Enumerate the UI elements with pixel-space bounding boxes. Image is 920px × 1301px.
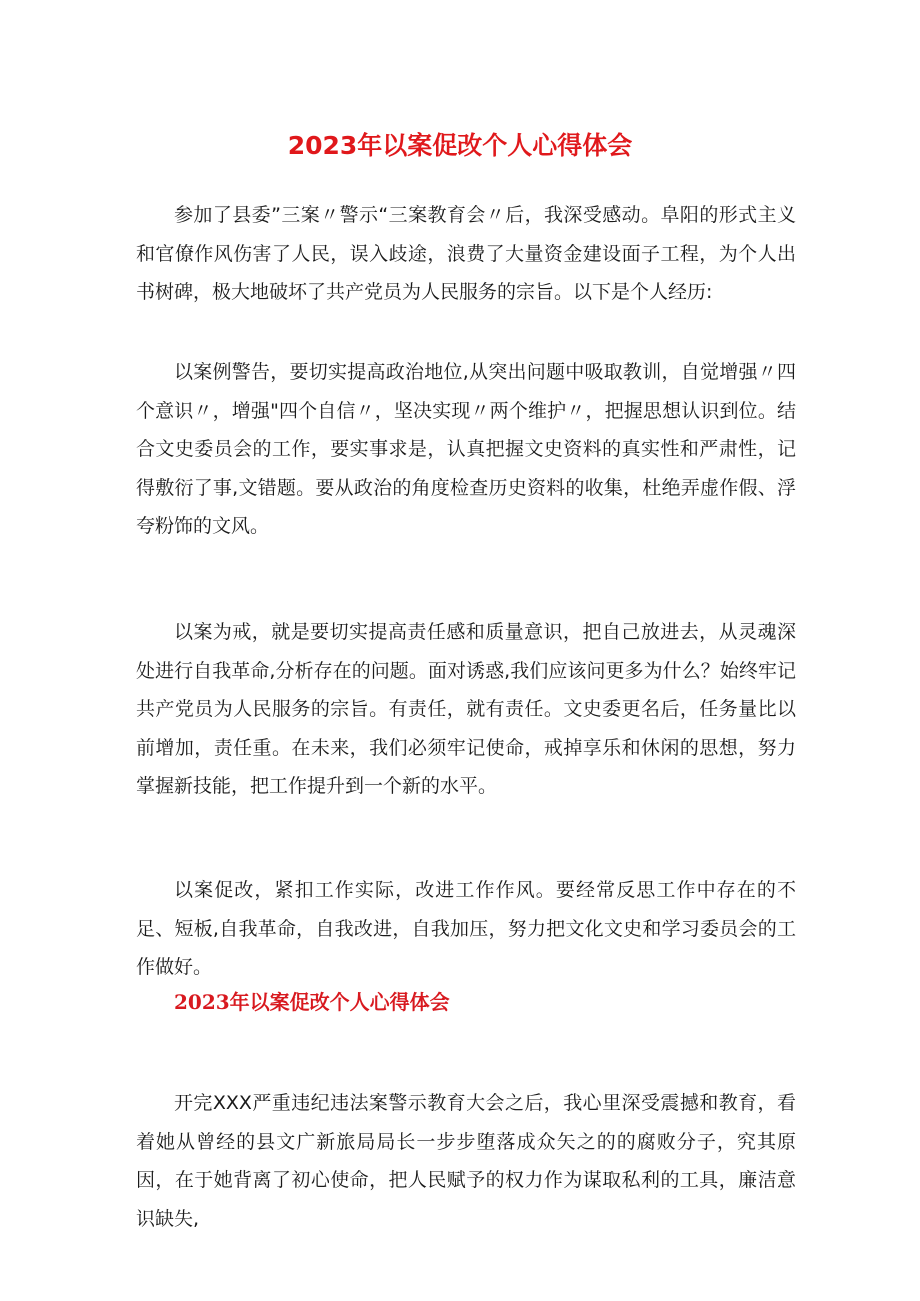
document-title: 2023年以案促改个人心得体会 bbox=[287, 131, 633, 160]
paragraph-3: 以案为戒，就是要切实提高责任感和质量意识，把自己放进去，从灵魂深处进行自我革命,分析存在的问题。面对诱惑,我们应该问更多为什么？始终牢记共产党员为人民服务的宗旨。有责任，就有责任。文史委更名后，任务量比以前增加，责任重。在未来，我们必须牢记使命，戒掉享乐和休闲的思想，努力掌握新技能，把工作提升到一个新的水平。 bbox=[136, 621, 796, 797]
section-subtitle: 2023年以案促改个人心得体会 bbox=[174, 990, 450, 1014]
paragraph-4: 以案促改，紧扣工作实际，改进工作作风。要经常反思工作中存在的不足、短板,自我革命，自我改进，自我加压，努力把文化文史和学习委员会的工作做好。 bbox=[136, 879, 796, 978]
paragraph-5: 开完XXX严重违纪违法案警示教育大会之后，我心里深受震撼和教育，看着她从曾经的县文广新旅局局长一步步堕落成众矢之的的腐败分子，究其原因，在于她背离了初心使命，把人民赋予的权力作为谋取私利的工具，廉洁意识缺失, bbox=[136, 1092, 796, 1230]
paragraph-2: 以案例警告，要切实提高政治地位,从突出问题中吸取教训，自觉增强〃四个意识〃，增强"四个自信〃，坚决实现〃两个维护〃，把握思想认识到位。结合文史委员会的工作，要实事求是，认真把握文史资料的真实性和严肃性，记得敷衍了事,文错题。要从政治的角度检查历史资料的收集，杜绝弄虚作假、浮夸粉饰的文风。 bbox=[136, 361, 796, 537]
paragraph-1: 参加了县委”三案〃警示“三案教育会〃后，我深受感动。阜阳的形式主义和官僚作风伤害了人民，误入歧途，浪费了大量资金建设面子工程，为个人出书树碑，极大地破坏了共产党员为人民服务的宗旨。以下是个人经历: bbox=[136, 204, 796, 303]
